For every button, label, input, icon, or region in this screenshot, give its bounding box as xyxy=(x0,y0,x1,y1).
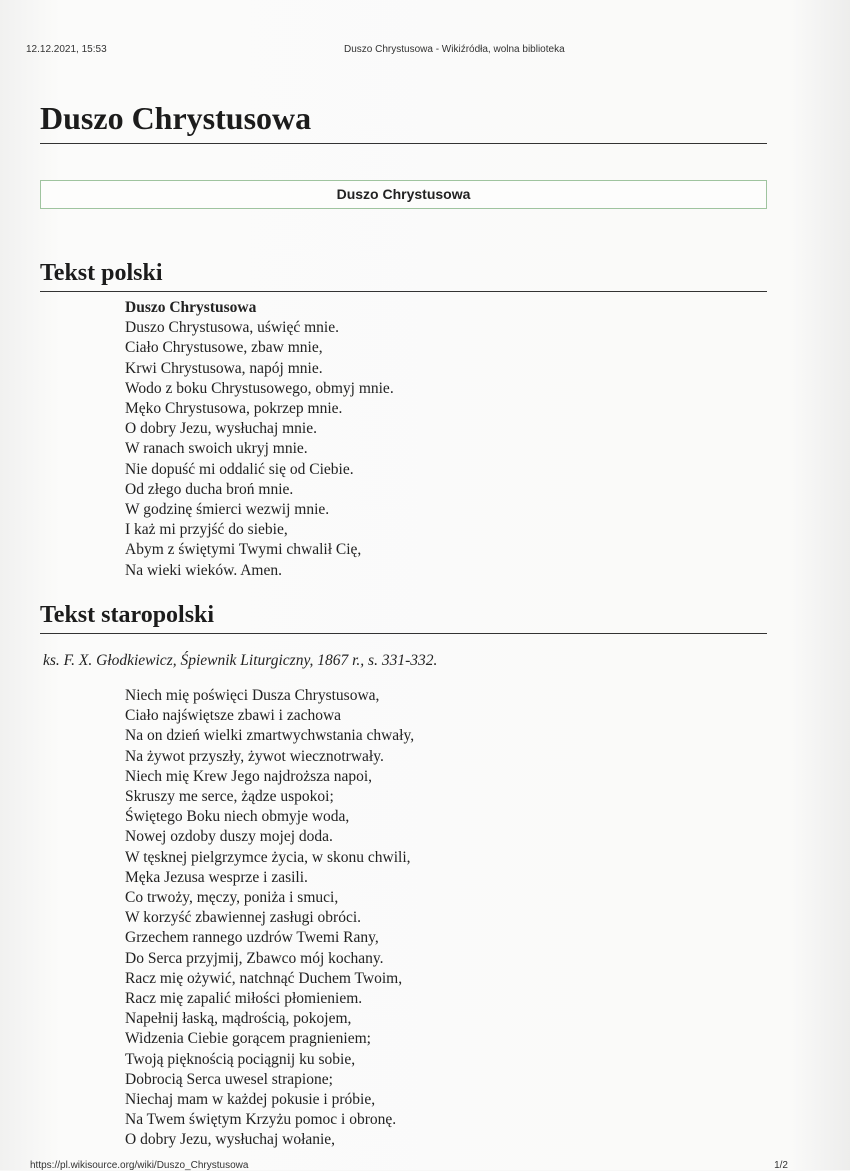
poem-line: Racz mię ożywić, natchnąć Duchem Twoim, xyxy=(125,969,403,987)
poem-line: O dobry Jezu, wysłuchaj mnie. xyxy=(125,420,317,438)
source-citation: ks. F. X. Głodkiewicz, Śpiewnik Liturgiczny, 1867 r., s. 331-332. xyxy=(43,652,438,669)
poem-line: O dobry Jezu, wysłuchaj wołanie, xyxy=(125,1131,336,1149)
poem-line: Napełnij łaską, mądrością, pokojem, xyxy=(125,1010,352,1028)
poem-line: Męko Chrystusowa, pokrzep mnie. xyxy=(125,400,343,418)
poem-line: Świętego Boku niech obmyje woda, xyxy=(125,808,350,826)
poem-line: Na Twem świętym Krzyżu pomoc i obronę. xyxy=(125,1111,397,1129)
poem-line: Abym z świętymi Twymi chwalił Cię, xyxy=(125,541,362,559)
poem-line: Krwi Chrystusowa, napój mnie. xyxy=(125,359,323,377)
poem-line: W tęsknej pielgrzymce życia, w skonu chwili, xyxy=(125,848,411,866)
poem-line: Nowej ozdoby duszy mojej doda. xyxy=(125,828,333,846)
poem-line: Racz mię zapalić miłości płomieniem. xyxy=(125,990,363,1008)
poem-line: Do Serca przyjmij, Zbawco mój kochany. xyxy=(125,949,384,967)
poem-line: Ciało najświętsze zbawi i zachowa xyxy=(125,707,342,725)
section-heading-staropolski: Tekst staropolski xyxy=(40,599,767,634)
poem-line: Na żywot przyszły, żywot wiecznotrwały. xyxy=(125,747,384,765)
poem-line: Wodo z boku Chrystusowego, obmyj mnie. xyxy=(125,379,394,397)
poem-polski xyxy=(125,298,394,581)
print-page-title: Duszo Chrystusowa - Wikiźródła, wolna biblioteka xyxy=(344,44,565,55)
poem-line: Co trwoży, męczy, poniża i smuci, xyxy=(125,889,339,907)
poem-staropolski xyxy=(125,686,414,1151)
poem-line: Niech mię Krew Jego najdroższa napoi, xyxy=(125,767,373,785)
poem-line: W ranach swoich ukryj mnie. xyxy=(125,440,308,458)
poem-line: I każ mi przyjść do siebie, xyxy=(125,521,288,539)
poem-line: Niechaj mam w każdej pokusie i próbie, xyxy=(125,1091,376,1109)
section-heading-polski: Tekst polski xyxy=(40,257,767,292)
poem-line: Duszo Chrystusowa, uświęć mnie. xyxy=(125,319,339,337)
poem-line: Widzenia Ciebie gorącem pragnieniem; xyxy=(125,1030,371,1048)
page-title: Duszo Chrystusowa xyxy=(40,97,767,144)
poem-line: Twoją pięknością pociągnij ku sobie, xyxy=(125,1050,356,1068)
infobox-title: Duszo Chrystusowa xyxy=(40,180,767,209)
poem-line: Ciało Chrystusowe, zbaw mnie, xyxy=(125,339,323,357)
poem-line: W korzyść zbawiennej zasługi obróci. xyxy=(125,909,362,927)
print-datetime: 12.12.2021, 15:53 xyxy=(26,44,107,55)
poem-line: Na wieki wieków. Amen. xyxy=(125,561,282,579)
print-page-number: 1/2 xyxy=(774,1160,788,1171)
print-url: https://pl.wikisource.org/wiki/Duszo_Chrystusowa xyxy=(30,1160,249,1171)
poem-line: Niech mię poświęci Dusza Chrystusowa, xyxy=(125,687,380,704)
poem-line: Na on dzień wielki zmartwychwstania chwały, xyxy=(125,727,415,745)
poem-line: Dobrocią Serca uwesel strapione; xyxy=(125,1070,333,1088)
poem-line: Grzechem rannego uzdrów Twemi Rany, xyxy=(125,929,379,947)
poem-line: Męka Jezusa wesprze i zasili. xyxy=(125,868,308,886)
poem-line: Skruszy me serce, żądze uspokoi; xyxy=(125,788,334,806)
poem-line: W godzinę śmierci wezwij mnie. xyxy=(125,501,330,519)
poem-line: Nie dopuść mi oddalić się od Ciebie. xyxy=(125,460,354,478)
poem-title: Duszo Chrystusowa xyxy=(125,299,257,316)
poem-line: Od złego ducha broń mnie. xyxy=(125,480,294,498)
